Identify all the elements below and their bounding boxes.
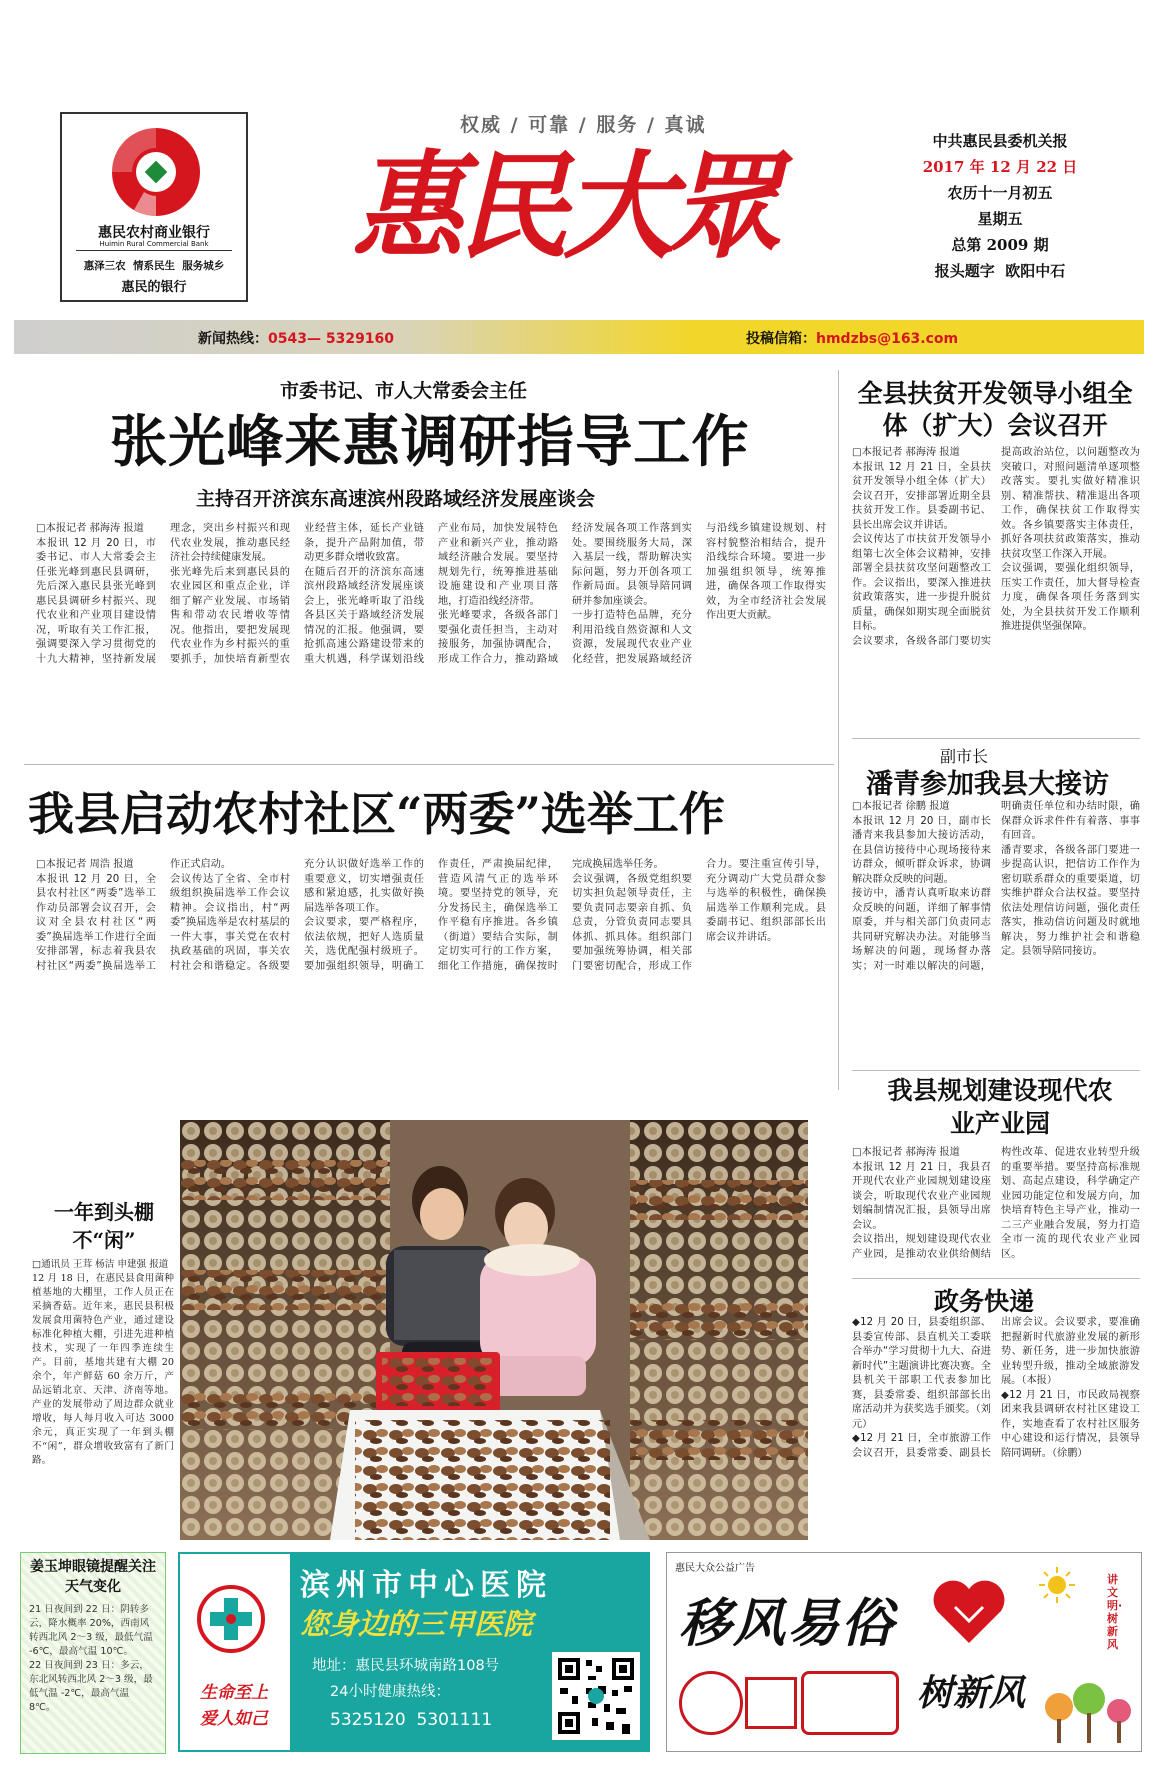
poverty-headline: 全县扶贫开发领导小组全体（扩大）会议召开: [857, 379, 1133, 440]
weather-box: [20, 1552, 166, 1754]
hospital-motto: [184, 1680, 284, 1732]
agri-park-body-text: □本报记者 郝海涛 报道 本报讯 12 月 21 日，我县召开现代农业产业园规划建设座谈会，听取现代农业产业园规划编制情况汇报，县领导出席会议。 会议指出，规划建设现代农业产业园，是推动农业供给侧结构性改革、促进农业转型升级的重要举措。要坚持高标准规划、高起点建设，科学确定产业园功能定位和发展方向，加快培育特色主导产业，推动一二三产业融合发展，努力打造全市一流的现代农业产业园区。: [852, 1147, 1140, 1260]
poverty-body: [852, 446, 1140, 726]
calligraphy-credit: 报头题字 欧阳中石: [934, 262, 1066, 280]
hospital-slogan: 您身边的三甲医院: [300, 1607, 533, 1641]
briefs-body: [852, 1316, 1140, 1542]
briefs-body-text: ◆12 月 20 日，县委组织部、县委宣传部、县直机关工委联合举办“学习贯彻十九大、奋进新时代”主题演讲比赛决赛。全县机关干部职工代表参加比赛，县委常委、组织部部长出席活动并为获奖选手颁奖。（刘元） ◆12 月 21 日，全市旅游工作会议召开，县委常委、副县长出席会议。会议要求，要准确把握新时代旅游业发展的新形势、新任务，进一步加快旅游业转型升级，推动全域旅游发展。（本报） ◆12 月 21 日，市民政局视察团来我县调研农村社区建设工作，实地查看了农村社区服务中心建设和运行情况，县领导陪同调研。（徐鹏）: [852, 1317, 1140, 1459]
mushroom-photo: [180, 1120, 808, 1540]
hospital-name: 滨州市中心医院: [300, 1568, 552, 1603]
lead-subhead: 主持召开济滨东高速滨州段路域经济发展座谈会: [196, 488, 596, 510]
lead-body-text: □本报记者 郝海涛 报道 本报讯 12 月 20 日，市委书记、市人大常委会主任张光峰到惠民县调研，先后深入惠民县张光峰到惠民县调研乡村振兴、现代农业和产业项目建设情况，听取有关工作汇报，强调要深入学习贯彻党的十九大精神，坚持新发展理念，突出乡村振兴和现代农业发展，推动惠民经济社会持续健康发展。 张光峰先后来到惠民县的农业园区和重点企业，详细了解产业发展、市场销售和带动农民增收等情况。他指出，要把发展现代农业作为乡村振兴的重要抓手，加快培育新型农业经营主体，延长产业链条，提升产品附加值，带动更多群众增收致富。 在随后召开的济滨东高速滨州段路域经济发展座谈会上，张光峰听取了沿线各县区关于路域经济发展情况的汇报。他强调，要抢抓高速公路建设带来的重大机遇，科学谋划沿线产业布局，加快发展特色产业和新兴产业，推动路域经济融合发展。要坚持规划先行，统筹推进基础设施建设和产业项目落地，打造沿线经济带。 张光峰要求，各级各部门要强化责任担当，主动对接服务，加强协调配合，形成工作合力，推动路域经济发展各项工作落到实处。要围绕服务大局，深入基层一线，帮助解决实际问题，努力开创各项工作新局面。县领导陪同调研并参加座谈会。 一步打造特色品牌，充分利用沿线自然资源和人文资源，发展现代农业产业化经营，把发展路域经济与沿线乡镇建设规划、村容村貌整治相结合，提升沿线综合环境。要进一步加强组织领导，统筹推进，确保各项工作取得实效，为全市经济社会发展作出更大贡献。: [36, 523, 826, 665]
lunar-date: 农历十一月初五: [947, 184, 1053, 202]
email-address: hmdzbs@163.com: [816, 331, 959, 347]
hospital-motto-line2: 爱人如己: [200, 1709, 268, 1729]
visit-kicker: 副市长: [940, 747, 989, 766]
poverty-body-text: □本报记者 郝海涛 报道 本报讯 12 月 21 日，全县扶贫开发领导小组全体（扩大）会议召开，安排部署近期全县扶贫开发工作。县委副书记、县长出席会议并讲话。 会议传达了市扶贫开发领导小组第七次全体会议精神，安排部署全县扶贫攻坚问题整改工作。会议指出，要深入推进扶贫政策落实，进一步提升脱贫质量，确保如期实现全面脱贫目标。 会议要求，各级各部门要切实提高政治站位，以问题整改为突破口，对照问题清单逐项整改落实。要扎实做好精准识别、精准帮扶、精准退出各项工作，确保扶贫工作取得实效。各乡镇要落实主体责任，抓好各项扶贫政策落实，推动扶贫攻坚工作深入开展。 会议强调，要强化组织领导，压实工作责任，加大督导检查力度，确保各项任务落到实处，为全县扶贫开发工作顺利推进提供坚强保障。: [852, 447, 1140, 647]
bank-tagline: 惠民的银行: [121, 280, 187, 295]
weather-body: 21 日夜间到 22 日：阴转多云，降水概率 20%，西南风转西北风 2～3 级，最低气温 -6℃，最高气温 10℃。 22 日夜间到 23 日：多云，东北风转西北风 2～3 级，最低气温 -2℃，最高气温 8℃。: [29, 1604, 153, 1713]
election-headline: 我县启动农村社区“两委”选举工作: [28, 787, 725, 841]
issue-number: 总第 2009 期: [951, 236, 1049, 254]
motto: 权威 / 可靠 / 服务 / 真诚: [460, 114, 707, 136]
visit-body-text: □本报记者 徐鹏 报道 本报讯 12 月 20 日，副市长潘青来我县参加大接访活动，在县信访接待中心现场接待来访群众，倾听群众诉求，协调解决群众反映的问题。 接访中，潘青认真听取来访群众反映的问题，详细了解事情原委，并与相关部门负责同志共同研究解决办法。对能够当场解决的问题，现场督办落实；对一时难以解决的问题，明确责任单位和办结时限，确保群众诉求件件有着落、事事有回音。 潘青要求，各级各部门要进一步提高认识，把信访工作作为密切联系群众的重要渠道，切实维护群众合法权益。要坚持依法处理信访问题，强化责任落实，推动信访问题及时就地解决，努力维护社会和谐稳定。县领导陪同接访。: [852, 801, 1140, 972]
bank-ad: [60, 112, 248, 302]
bank-logo-icon: [104, 122, 208, 222]
org-name: 中共惠民县委机关报: [932, 132, 1068, 150]
hospital-ad: [178, 1552, 650, 1752]
paper-cut-row: [679, 1671, 899, 1729]
hospital-cross-icon: [196, 1584, 266, 1654]
hospital-phones: 5325120 5301111: [330, 1710, 493, 1730]
bank-name: 惠民农村商业银行: [98, 225, 210, 241]
issue-info: [900, 128, 1100, 284]
newspaper-title: 惠民大眾: [352, 139, 775, 275]
hotline-number: 0543— 5329160: [268, 331, 395, 347]
visit-body: [852, 800, 1140, 1062]
bank-name-en: Huimin Rural Commercial Bank: [99, 240, 209, 248]
weather-title: 姜玉坤眼镜提醒关注天气变化: [30, 1559, 156, 1595]
heart-icon: [929, 1577, 1009, 1647]
hotline-band: [14, 320, 1144, 354]
tree-icon: [1039, 1671, 1135, 1745]
public-ad-label: 惠民大众公益广告: [675, 1563, 755, 1574]
lead-headline: 张光峰来惠调研指导工作: [110, 410, 750, 475]
lead-body: [36, 522, 826, 752]
election-body-text: □本报记者 周浩 报道 本报讯 12 月 20 日，全县农村社区“两委”选举工作动员部署会议召开，会议对全县农村社区“两委”换届选举工作进行全面安排部署，标志着我县农村社区“两委”换届选举工作正式启动。 会议传达了全省、全市村级组织换届选举工作会议精神。会议指出，村“两委”换届选举是农村基层的一件大事，事关党在农村执政基础的巩固，事关农村社会和谐稳定。各级要充分认识做好选举工作的重要意义，切实增强责任感和紧迫感，扎实做好换届选举各项工作。 会议要求，要严格程序，依法依规，把好人选质量关，选优配强村级班子。要加强组织领导，明确工作责任，严肃换届纪律，营造风清气正的选举环境。要坚持党的领导，充分发扬民主，确保选举工作平稳有序推进。各乡镇（街道）要结合实际，制定切实可行的工作方案，细化工作措施，确保按时完成换届选举任务。 会议强调，各级党组织要切实担负起领导责任，主要负责同志要亲自抓、负总责，分管负责同志要具体抓、抓具体。组织部门要加强统筹协调，相关部门要密切配合，形成工作合力。要注重宣传引导，充分调动广大党员群众参与选举的积极性，确保换届选举工作顺利完成。县委副书记、组织部部长出席会议并讲话。: [36, 859, 826, 972]
hospital-motto-line1: 生命至上: [200, 1683, 268, 1703]
photo-caption: [32, 1258, 174, 1536]
hospital-hotline-label: 24小时健康热线：: [330, 1684, 450, 1700]
visit-headline: 潘青参加我县大接访: [866, 769, 1109, 800]
bank-slogan: 惠泽三农 情系民生 服务城乡: [83, 260, 225, 272]
public-ad-side: 讲文明·树新风: [1107, 1573, 1123, 1651]
public-ad-slogan2: 树新风: [917, 1672, 1026, 1714]
photo-caption-text: □通讯员 王茸 杨洁 申建强 报道 12 月 18 日，在惠民县食用菌种植基地的大棚里，工作人员正在采摘香菇。近年来，惠民县积极发展食用菌特色产业，通过建设标准化种植大棚，引进先进种植技术，实现了一年四季连续生产。目前，基地共建有大棚 20 余个，年产鲜菇 60 余万斤，产品远销北京、天津、济南等地。产业的发展带动了周边群众就业增收，每人每月收入可达 3000 余元，真正实现了一年到头棚不“闲”，群众增收致富有了新门路。: [32, 1259, 174, 1466]
lead-kicker: 市委书记、市人大常委会主任: [280, 380, 528, 402]
sun-icon: [1037, 1565, 1077, 1605]
election-body: [36, 858, 826, 1074]
public-service-ad: [666, 1552, 1142, 1752]
hotline-label: 新闻热线：: [198, 331, 268, 347]
email-label: 投稿信箱：: [746, 331, 816, 347]
briefs-headline: 政务快递: [934, 1287, 1035, 1316]
hospital-address: 地址：惠民县环城南路108号: [312, 1658, 500, 1674]
issue-date: 2017 年 12 月 22 日: [922, 158, 1078, 176]
photo-title: 一年到头棚不“闲”: [54, 1200, 154, 1252]
agri-park-body: [852, 1146, 1140, 1276]
qr-code-icon: [552, 1652, 640, 1740]
weekday: 星期五: [977, 210, 1023, 228]
agri-park-headline: 我县规划建设现代农业产业园: [887, 1076, 1113, 1138]
public-ad-slogan1: 移风易俗: [679, 1593, 896, 1654]
